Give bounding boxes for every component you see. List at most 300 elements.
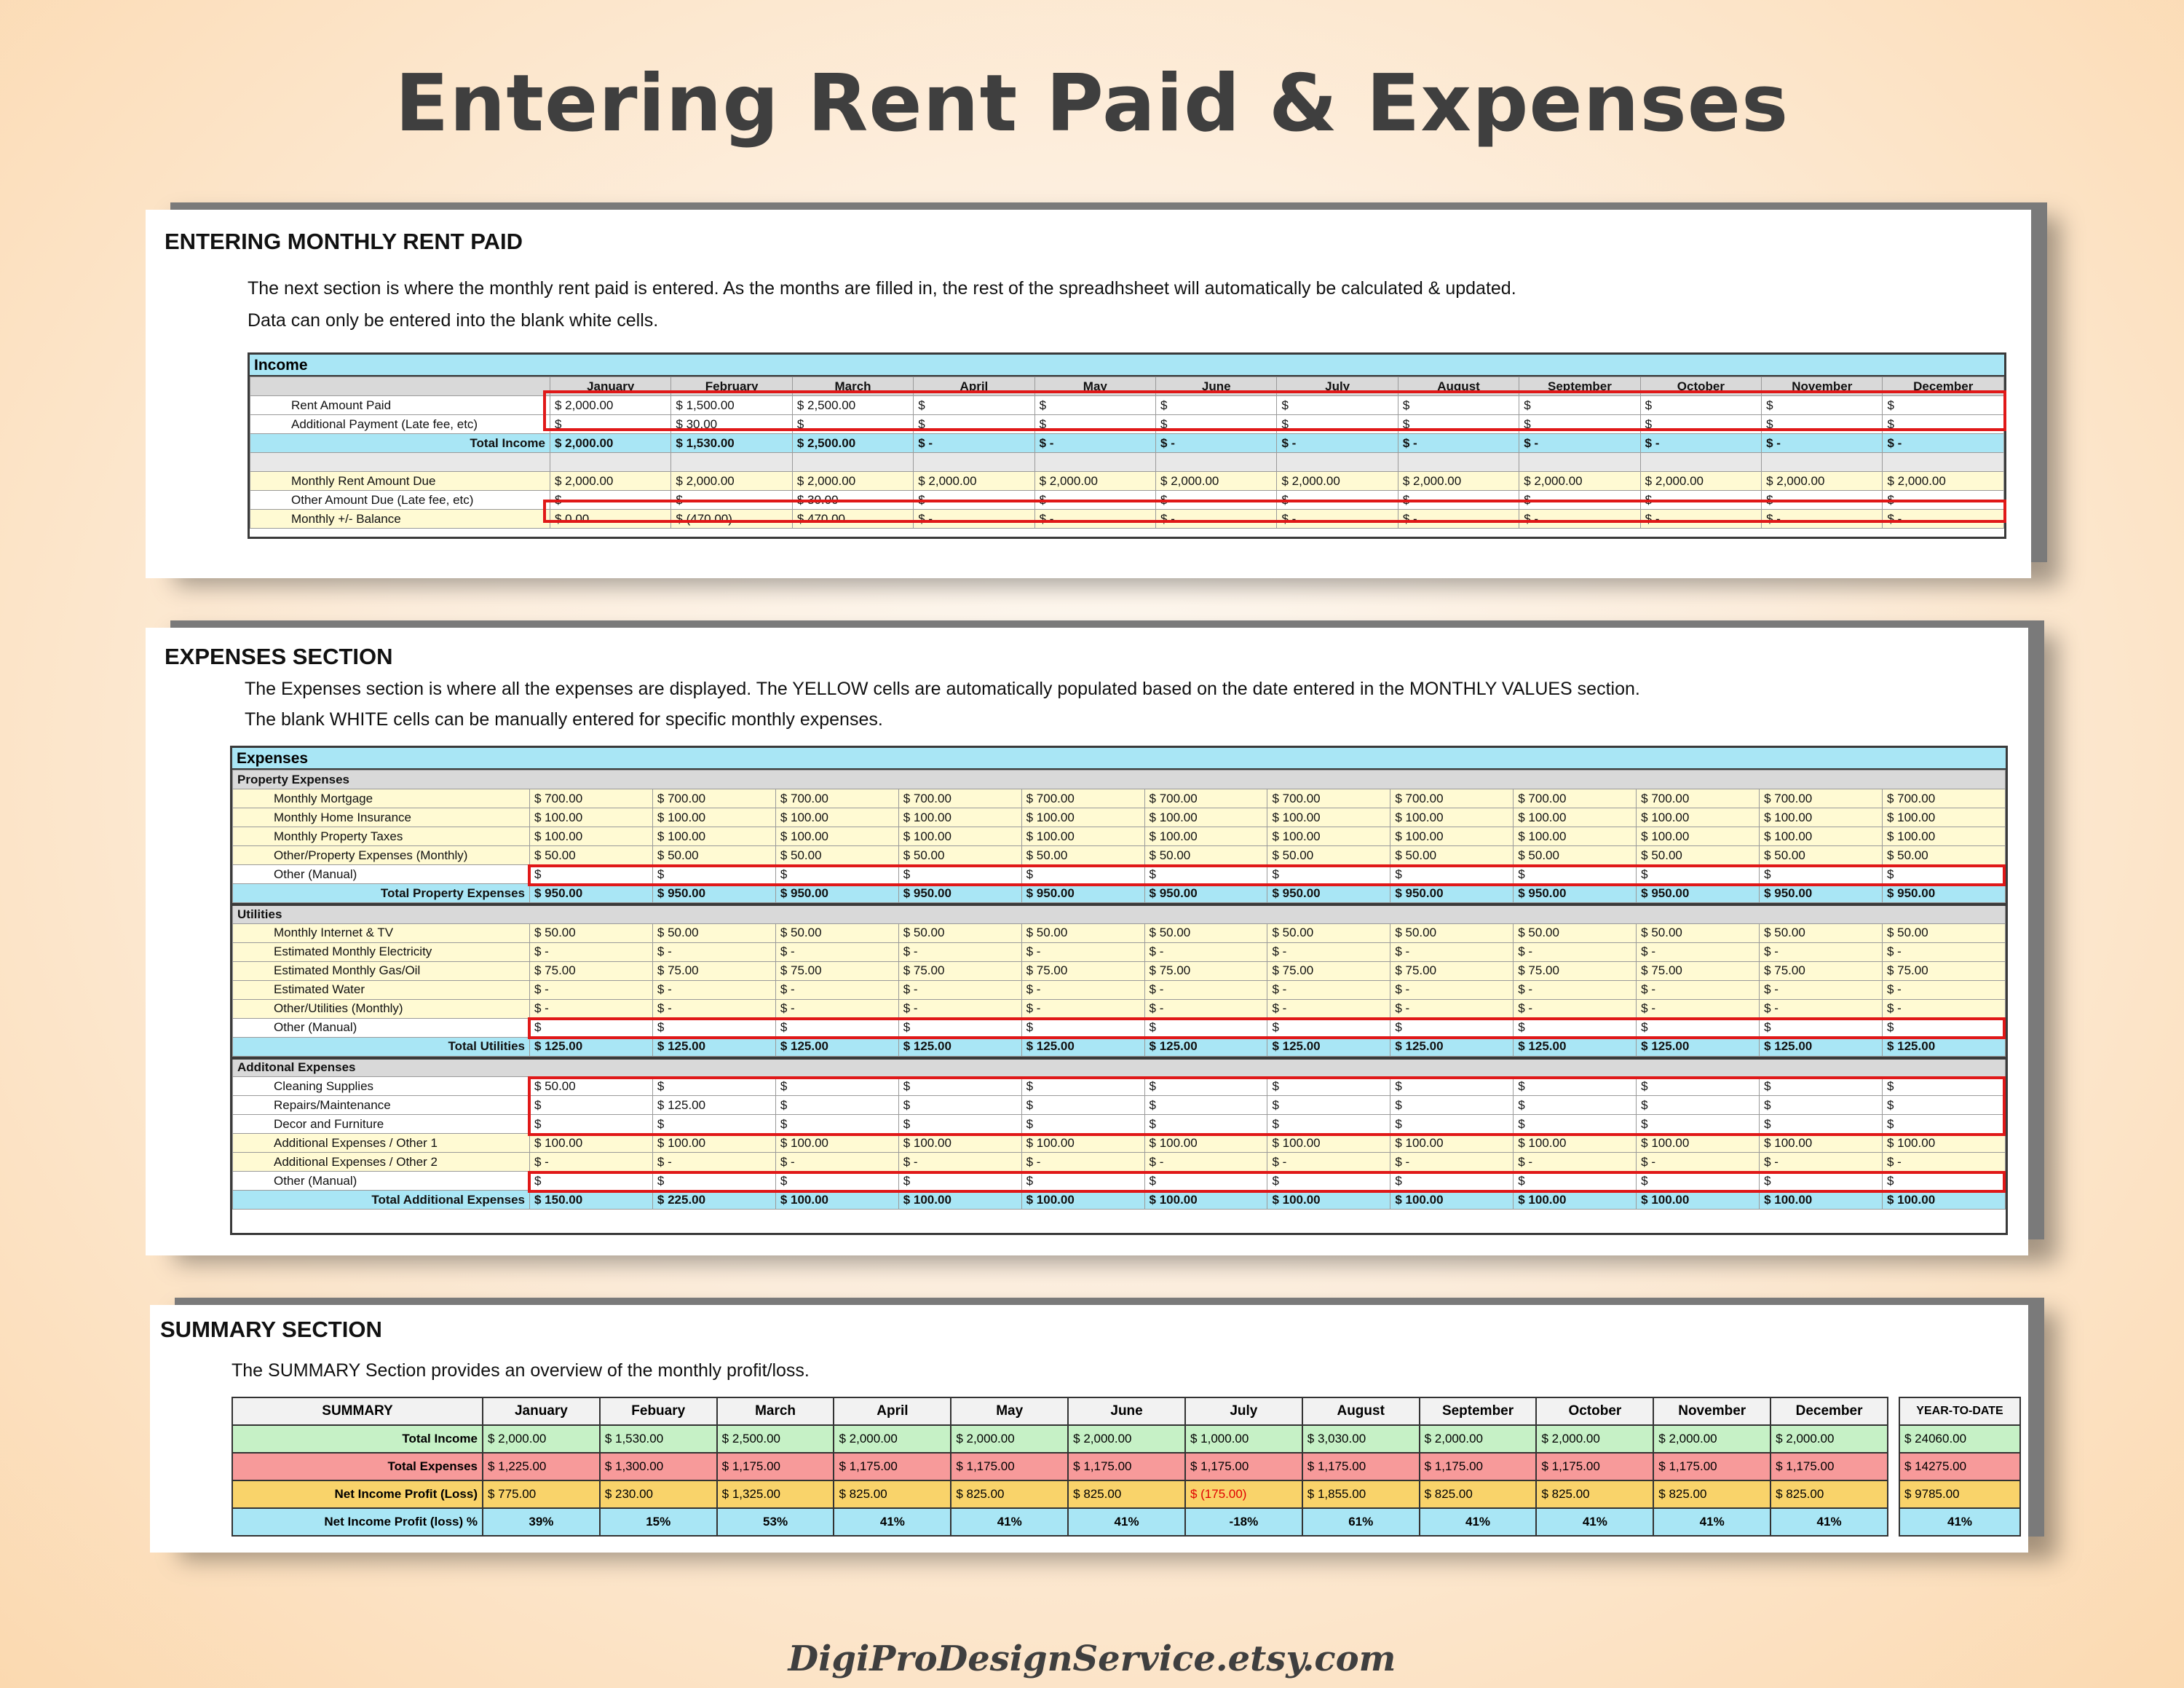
summary-cell: $ 1,530.00: [600, 1425, 717, 1453]
expense-cell: $ 50.00: [1267, 923, 1390, 942]
spacer-cell: [1883, 453, 2004, 472]
expense-cell[interactable]: $: [1021, 1018, 1144, 1037]
rent-panel: [146, 210, 2031, 578]
expense-cell: $ -: [898, 999, 1021, 1018]
expense-cell[interactable]: $: [1514, 1077, 1637, 1096]
expense-cell: $ -: [1514, 980, 1637, 999]
expense-cell[interactable]: $: [1637, 1077, 1760, 1096]
expense-cell[interactable]: $: [530, 1018, 653, 1037]
income-input-cell[interactable]: $: [1156, 396, 1277, 415]
due-cell[interactable]: $: [1519, 491, 1640, 510]
summary-cell: $ 775.00: [483, 1480, 600, 1508]
expense-cell: $ -: [1882, 942, 2005, 961]
summary-cell: -18%: [1185, 1508, 1302, 1536]
summary-cell: $ 825.00: [951, 1480, 1068, 1508]
due-cell[interactable]: $: [1277, 491, 1398, 510]
income-input-cell[interactable]: $ 30.00: [671, 415, 792, 434]
expense-cell: $ 50.00: [775, 923, 898, 942]
expense-cell: $ -: [1514, 1153, 1637, 1172]
expense-cell[interactable]: $ 50.00: [530, 1077, 653, 1096]
expenses-desc-2: The blank WHITE cells can be manually entered for specific monthly expenses.: [245, 709, 883, 730]
expense-cell: $ 100.00: [530, 808, 653, 827]
summary-row-label: Total Income: [232, 1425, 483, 1453]
expense-cell[interactable]: $: [652, 1115, 775, 1134]
expense-cell: $ -: [652, 942, 775, 961]
spacer-cell: [1398, 453, 1519, 472]
expense-cell[interactable]: $: [1882, 1018, 2005, 1037]
expense-cell[interactable]: $: [1514, 1115, 1637, 1134]
expense-cell[interactable]: $: [898, 1115, 1021, 1134]
expense-cell[interactable]: $: [1514, 1018, 1637, 1037]
expense-cell: $ 100.00: [1267, 808, 1390, 827]
expense-cell[interactable]: $: [1021, 1077, 1144, 1096]
expense-cell[interactable]: $: [1144, 1115, 1267, 1134]
expense-cell: $ 100.00: [1267, 1134, 1390, 1153]
expense-cell[interactable]: $: [1021, 1115, 1144, 1134]
expense-group-header: [233, 904, 2006, 923]
expense-cell[interactable]: $: [1267, 1077, 1390, 1096]
summary-cell: 41%: [1420, 1508, 1537, 1536]
income-input-cell[interactable]: $: [1277, 415, 1398, 434]
income-input-cell[interactable]: $: [1277, 396, 1398, 415]
due-cell[interactable]: $: [1883, 491, 2004, 510]
expense-total-cell: $ 100.00: [898, 1191, 1021, 1210]
expense-total-cell: $ 150.00: [530, 1191, 653, 1210]
summary-cell: 41%: [951, 1508, 1068, 1536]
summary-cell: 61%: [1302, 1508, 1420, 1536]
expense-cell: $ 700.00: [1637, 789, 1760, 808]
expense-cell: $ 50.00: [1390, 923, 1514, 942]
expense-cell: $ 100.00: [898, 808, 1021, 827]
expense-cell[interactable]: $: [652, 1018, 775, 1037]
due-cell[interactable]: $: [914, 491, 1034, 510]
expense-cell: $ 100.00: [1514, 1134, 1637, 1153]
income-sheet-title: Income: [250, 355, 2004, 376]
expense-cell[interactable]: $: [1760, 865, 1883, 884]
expense-row-label: Estimated Monthly Electricity: [233, 942, 530, 961]
spacer-cell: [792, 453, 913, 472]
expense-cell[interactable]: $: [1144, 865, 1267, 884]
total-income-cell: $ -: [1883, 434, 2004, 453]
expense-cell[interactable]: $: [1144, 1077, 1267, 1096]
expense-group-name: Additonal Expenses: [233, 1058, 2006, 1077]
due-cell: $ 2,000.00: [1277, 472, 1398, 491]
expense-cell: $ 700.00: [652, 789, 775, 808]
expense-total-cell: $ 950.00: [1267, 884, 1390, 903]
summary-cell: $ 1,855.00: [1302, 1480, 1420, 1508]
expense-cell[interactable]: $: [652, 1077, 775, 1096]
ytd-header-row: [1899, 1397, 2020, 1425]
expense-cell[interactable]: $: [1267, 1115, 1390, 1134]
expense-cell: $ -: [1390, 942, 1514, 961]
due-cell[interactable]: $: [1640, 491, 1761, 510]
footer-shop-url: DigiProDesignService.etsy.com: [788, 1638, 1396, 1679]
expense-cell[interactable]: $: [775, 1096, 898, 1115]
expense-row-label: Other (Manual): [233, 1018, 530, 1037]
expense-cell[interactable]: $: [1760, 1096, 1883, 1115]
ytd-row: [1899, 1480, 2020, 1508]
expense-cell[interactable]: $: [1882, 1077, 2005, 1096]
due-cell[interactable]: $: [550, 491, 671, 510]
expense-total-label: Total Utilities: [233, 1037, 530, 1056]
income-header-corner: [250, 377, 550, 396]
expense-cell: $ -: [775, 942, 898, 961]
income-input-cell[interactable]: $: [1398, 396, 1519, 415]
expense-cell[interactable]: $: [1021, 1172, 1144, 1191]
expense-cell: $ 100.00: [1021, 827, 1144, 846]
expense-cell[interactable]: $: [1390, 1172, 1514, 1191]
expense-cell: $ -: [1144, 1153, 1267, 1172]
expense-total-cell: $ 125.00: [775, 1037, 898, 1056]
page-title: Entering Rent Paid & Expenses: [395, 58, 1789, 149]
summary-cell: 39%: [483, 1508, 600, 1536]
expense-total-cell: $ 125.00: [1267, 1037, 1390, 1056]
expense-cell: $ 100.00: [898, 1134, 1021, 1153]
expense-cell[interactable]: $: [1514, 1172, 1637, 1191]
expense-cell[interactable]: $: [1144, 1096, 1267, 1115]
due-cell: $ -: [1034, 510, 1155, 529]
month-header: November: [1762, 377, 1883, 396]
income-input-cell[interactable]: $: [1519, 396, 1640, 415]
expense-cell[interactable]: $: [1267, 1096, 1390, 1115]
expense-cell[interactable]: $: [1882, 865, 2005, 884]
income-input-cell[interactable]: $: [1640, 396, 1761, 415]
expense-cell[interactable]: $: [1267, 1018, 1390, 1037]
expense-cell: $ -: [775, 980, 898, 999]
expense-row: [233, 846, 2006, 865]
expense-cell[interactable]: $: [1021, 1096, 1144, 1115]
summary-month-header: June: [1068, 1397, 1185, 1425]
income-input-cell[interactable]: $: [1519, 415, 1640, 434]
expense-cell[interactable]: $: [898, 865, 1021, 884]
income-input-cell[interactable]: $ 2,500.00: [792, 396, 913, 415]
expense-cell[interactable]: $: [898, 1096, 1021, 1115]
expense-cell[interactable]: $: [530, 1096, 653, 1115]
due-cell: $ -: [1519, 510, 1640, 529]
expense-cell: $ -: [1021, 1153, 1144, 1172]
expense-cell[interactable]: $: [1144, 1018, 1267, 1037]
summary-cell: $ 2,000.00: [1536, 1425, 1653, 1453]
summary-month-header: July: [1185, 1397, 1302, 1425]
expense-cell: $ 100.00: [530, 827, 653, 846]
summary-month-header: March: [717, 1397, 834, 1425]
expense-cell: $ -: [1637, 942, 1760, 961]
income-input-cell[interactable]: $: [1762, 396, 1883, 415]
due-cell: $ -: [1883, 510, 2004, 529]
expense-total-cell: $ 950.00: [1882, 884, 2005, 903]
due-cell[interactable]: $: [1762, 491, 1883, 510]
spacer-cell: [914, 453, 1034, 472]
expense-cell[interactable]: $: [1637, 1115, 1760, 1134]
expense-cell: $ -: [1390, 980, 1514, 999]
expense-cell: $ 75.00: [1021, 961, 1144, 980]
expense-cell: $ 700.00: [775, 789, 898, 808]
expense-cell: $ 100.00: [1882, 1134, 2005, 1153]
expense-cell[interactable]: $: [775, 1018, 898, 1037]
expense-total-cell: $ 125.00: [1882, 1037, 2005, 1056]
expense-cell[interactable]: $: [1637, 865, 1760, 884]
expense-cell: $ 100.00: [1390, 808, 1514, 827]
expenses-sheet-title: Expenses: [232, 748, 2006, 770]
due-cell[interactable]: $ 30.00: [792, 491, 913, 510]
month-header: June: [1156, 377, 1277, 396]
expense-cell: $ 100.00: [898, 827, 1021, 846]
expense-cell[interactable]: $: [1390, 1077, 1514, 1096]
expense-cell: $ -: [898, 942, 1021, 961]
expense-total-cell: $ 125.00: [652, 1037, 775, 1056]
income-input-cell[interactable]: $: [1034, 396, 1155, 415]
expense-row-label: Other/Utilities (Monthly): [233, 999, 530, 1018]
expense-group-table: [232, 770, 2006, 903]
expense-cell[interactable]: $: [1637, 1096, 1760, 1115]
income-row-label: Additional Payment (Late fee, etc): [250, 415, 550, 434]
income-input-cell[interactable]: $: [1640, 415, 1761, 434]
expense-cell[interactable]: $: [1882, 1096, 2005, 1115]
summary-cell: $ 1,175.00: [1302, 1453, 1420, 1480]
expense-group-table: [232, 903, 2006, 1057]
total-income-cell: $ -: [1398, 434, 1519, 453]
due-row: [250, 510, 2004, 529]
month-header: September: [1519, 377, 1640, 396]
due-cell: $ 2,000.00: [792, 472, 913, 491]
ytd-row: [1899, 1453, 2020, 1480]
expense-cell[interactable]: $: [1760, 1115, 1883, 1134]
expense-cell: $ 700.00: [1021, 789, 1144, 808]
income-input-cell[interactable]: $: [792, 415, 913, 434]
expense-cell[interactable]: $: [1760, 1172, 1883, 1191]
expense-cell[interactable]: $: [898, 1172, 1021, 1191]
income-input-cell[interactable]: $: [1883, 396, 2004, 415]
expense-cell[interactable]: $: [530, 1115, 653, 1134]
expense-cell[interactable]: $: [1514, 1096, 1637, 1115]
due-cell: $ 2,000.00: [1762, 472, 1883, 491]
summary-heading: SUMMARY SECTION: [160, 1317, 382, 1342]
expense-cell[interactable]: $: [1390, 865, 1514, 884]
summary-cell: 15%: [600, 1508, 717, 1536]
summary-cell: $ 2,000.00: [483, 1425, 600, 1453]
income-sheet: [248, 352, 2006, 539]
expense-cell: $ -: [1144, 999, 1267, 1018]
income-input-cell[interactable]: $: [550, 415, 671, 434]
expense-total-row: [233, 1037, 2006, 1056]
due-cell[interactable]: $: [1034, 491, 1155, 510]
income-input-cell[interactable]: $: [1762, 415, 1883, 434]
expense-group-header: [233, 770, 2006, 789]
summary-cell: $ 1,175.00: [1185, 1453, 1302, 1480]
expense-cell: $ -: [1267, 999, 1390, 1018]
total-income-cell: $ 1,530.00: [671, 434, 792, 453]
summary-cell: $ 2,000.00: [1068, 1425, 1185, 1453]
income-input-cell[interactable]: $ 2,000.00: [550, 396, 671, 415]
summary-desc: The SUMMARY Section provides an overview of the monthly profit/loss.: [232, 1360, 810, 1381]
expense-cell: $ -: [1144, 980, 1267, 999]
expense-cell[interactable]: $: [1390, 1115, 1514, 1134]
due-cell: $ 0.00: [550, 510, 671, 529]
expense-cell[interactable]: $: [1514, 865, 1637, 884]
expense-row-label: Other/Property Expenses (Monthly): [233, 846, 530, 865]
summary-cell: $ 1,175.00: [1420, 1453, 1537, 1480]
expense-cell: $ 100.00: [775, 808, 898, 827]
income-input-cell[interactable]: $ 1,500.00: [671, 396, 792, 415]
expense-cell[interactable]: $: [775, 865, 898, 884]
expense-cell[interactable]: $: [898, 1018, 1021, 1037]
due-cell: $ 2,000.00: [1156, 472, 1277, 491]
expense-cell[interactable]: $: [1637, 1172, 1760, 1191]
expense-cell[interactable]: $: [775, 1172, 898, 1191]
expense-row: [233, 789, 2006, 808]
expense-cell: $ 75.00: [775, 961, 898, 980]
expense-cell[interactable]: $ 125.00: [652, 1096, 775, 1115]
expense-cell: $ 50.00: [1760, 846, 1883, 865]
expense-cell[interactable]: $: [1637, 1018, 1760, 1037]
income-input-cell[interactable]: $: [1883, 415, 2004, 434]
expense-row: [233, 980, 2006, 999]
expense-cell: $ -: [1760, 999, 1883, 1018]
expense-cell[interactable]: $: [530, 865, 653, 884]
expense-cell[interactable]: $: [1882, 1172, 2005, 1191]
summary-cell: 41%: [1770, 1508, 1888, 1536]
due-cell[interactable]: $: [1156, 491, 1277, 510]
spacer-cell: [250, 453, 550, 472]
expense-total-cell: $ 125.00: [1514, 1037, 1637, 1056]
expense-cell: $ -: [1637, 999, 1760, 1018]
spacer-cell: [1519, 453, 1640, 472]
expense-cell: $ 50.00: [775, 846, 898, 865]
expense-cell: $ 100.00: [1760, 1134, 1883, 1153]
expense-total-cell: $ 100.00: [1144, 1191, 1267, 1210]
total-income-cell: $ 2,000.00: [550, 434, 671, 453]
expense-cell[interactable]: $: [898, 1077, 1021, 1096]
expense-cell: $ 700.00: [1390, 789, 1514, 808]
expense-row: [233, 1077, 2006, 1096]
expense-cell[interactable]: $: [1882, 1115, 2005, 1134]
summary-cell: $ 1,175.00: [951, 1453, 1068, 1480]
due-cell: $ 2,000.00: [1034, 472, 1155, 491]
expense-cell: $ 100.00: [652, 1134, 775, 1153]
expense-cell[interactable]: $: [1021, 865, 1144, 884]
summary-cell: $ (175.00): [1185, 1480, 1302, 1508]
expense-total-cell: $ 125.00: [530, 1037, 653, 1056]
expense-total-row: [233, 1191, 2006, 1210]
summary-cell: $ 2,000.00: [1770, 1425, 1888, 1453]
expense-total-cell: $ 100.00: [1267, 1191, 1390, 1210]
expense-cell: $ 100.00: [1144, 808, 1267, 827]
expense-cell: $ 100.00: [1144, 1134, 1267, 1153]
income-input-cell[interactable]: $: [1398, 415, 1519, 434]
expense-row-label: Monthly Mortgage: [233, 789, 530, 808]
expense-cell[interactable]: $: [652, 865, 775, 884]
expense-cell[interactable]: $: [1267, 865, 1390, 884]
summary-month-header: August: [1302, 1397, 1420, 1425]
rent-desc-1: The next section is where the monthly rent paid is entered. As the months are filled in, the rest of the spreadhsheet will automatically be calculated & updated.: [248, 278, 1516, 299]
ytd-header: YEAR-TO-DATE: [1899, 1397, 2020, 1425]
expense-cell[interactable]: $: [530, 1172, 653, 1191]
summary-cell: $ 1,325.00: [717, 1480, 834, 1508]
summary-row: [232, 1480, 1888, 1508]
income-input-cell[interactable]: $: [914, 415, 1034, 434]
expense-cell: $ 75.00: [1390, 961, 1514, 980]
expense-cell: $ 50.00: [898, 846, 1021, 865]
expense-group-table: [232, 1057, 2006, 1210]
expense-cell: $ -: [1021, 999, 1144, 1018]
spacer-cell: [671, 453, 792, 472]
expense-cell: $ 75.00: [1144, 961, 1267, 980]
income-input-cell[interactable]: $: [914, 396, 1034, 415]
expense-cell[interactable]: $: [1760, 1077, 1883, 1096]
expense-row-label: Cleaning Supplies: [233, 1077, 530, 1096]
due-cell: $ (470.00): [671, 510, 792, 529]
summary-cell: $ 1,175.00: [1068, 1453, 1185, 1480]
due-cell: $ 2,000.00: [1640, 472, 1761, 491]
expense-cell: $ 100.00: [1144, 827, 1267, 846]
summary-header-row: [232, 1397, 1888, 1425]
summary-cell: $ 1,175.00: [1770, 1453, 1888, 1480]
expense-cell[interactable]: $: [652, 1172, 775, 1191]
expense-cell: $ -: [1760, 980, 1883, 999]
expense-cell: $ -: [1267, 942, 1390, 961]
expense-row: [233, 1018, 2006, 1037]
summary-cell: $ 1,175.00: [834, 1453, 951, 1480]
expense-cell: $ 50.00: [1021, 846, 1144, 865]
expense-cell[interactable]: $: [1390, 1018, 1514, 1037]
income-input-cell[interactable]: $: [1034, 415, 1155, 434]
expense-cell: $ 100.00: [652, 808, 775, 827]
expense-total-cell: $ 100.00: [1514, 1191, 1637, 1210]
expense-cell: $ 100.00: [1760, 827, 1883, 846]
expense-cell: $ 100.00: [1514, 827, 1637, 846]
expense-cell[interactable]: $: [775, 1115, 898, 1134]
expense-total-cell: $ 950.00: [1514, 884, 1637, 903]
expense-cell: $ 50.00: [652, 846, 775, 865]
expense-cell[interactable]: $: [1760, 1018, 1883, 1037]
expense-group-header: [233, 1058, 2006, 1077]
total-income-row: [250, 434, 2004, 453]
expense-cell: $ 50.00: [1882, 923, 2005, 942]
expense-total-label: Total Additional Expenses: [233, 1191, 530, 1210]
expense-row-label: Decor and Furniture: [233, 1115, 530, 1134]
expense-cell[interactable]: $: [775, 1077, 898, 1096]
due-cell: $ 2,000.00: [914, 472, 1034, 491]
ytd-cell: $ 24060.00: [1899, 1425, 2020, 1453]
summary-cell: $ 825.00: [1770, 1480, 1888, 1508]
due-cell[interactable]: $: [1398, 491, 1519, 510]
expense-row-label: Other (Manual): [233, 1172, 530, 1191]
expense-cell: $ 100.00: [1637, 1134, 1760, 1153]
expense-groups: [232, 770, 2006, 1210]
expense-total-cell: $ 950.00: [1144, 884, 1267, 903]
expense-cell: $ 50.00: [1637, 846, 1760, 865]
summary-month-header: April: [834, 1397, 951, 1425]
summary-row: [232, 1453, 1888, 1480]
expense-row-label: Monthly Home Insurance: [233, 808, 530, 827]
expense-cell[interactable]: $: [1390, 1096, 1514, 1115]
income-row: [250, 415, 2004, 434]
income-input-cell[interactable]: $: [1156, 415, 1277, 434]
rent-desc-2: Data can only be entered into the blank white cells.: [248, 310, 659, 331]
summary-cell: $ 1,175.00: [1653, 1453, 1770, 1480]
due-cell[interactable]: $: [671, 491, 792, 510]
income-row: [250, 396, 2004, 415]
expense-cell: $ -: [1144, 942, 1267, 961]
expense-cell: $ -: [1637, 1153, 1760, 1172]
expense-cell[interactable]: $: [1144, 1172, 1267, 1191]
expense-cell[interactable]: $: [1267, 1172, 1390, 1191]
expense-total-cell: $ 125.00: [1637, 1037, 1760, 1056]
due-row: [250, 491, 2004, 510]
due-row-label: Monthly Rent Amount Due: [250, 472, 550, 491]
expense-cell: $ 700.00: [1144, 789, 1267, 808]
summary-corner-label: SUMMARY: [232, 1397, 483, 1425]
